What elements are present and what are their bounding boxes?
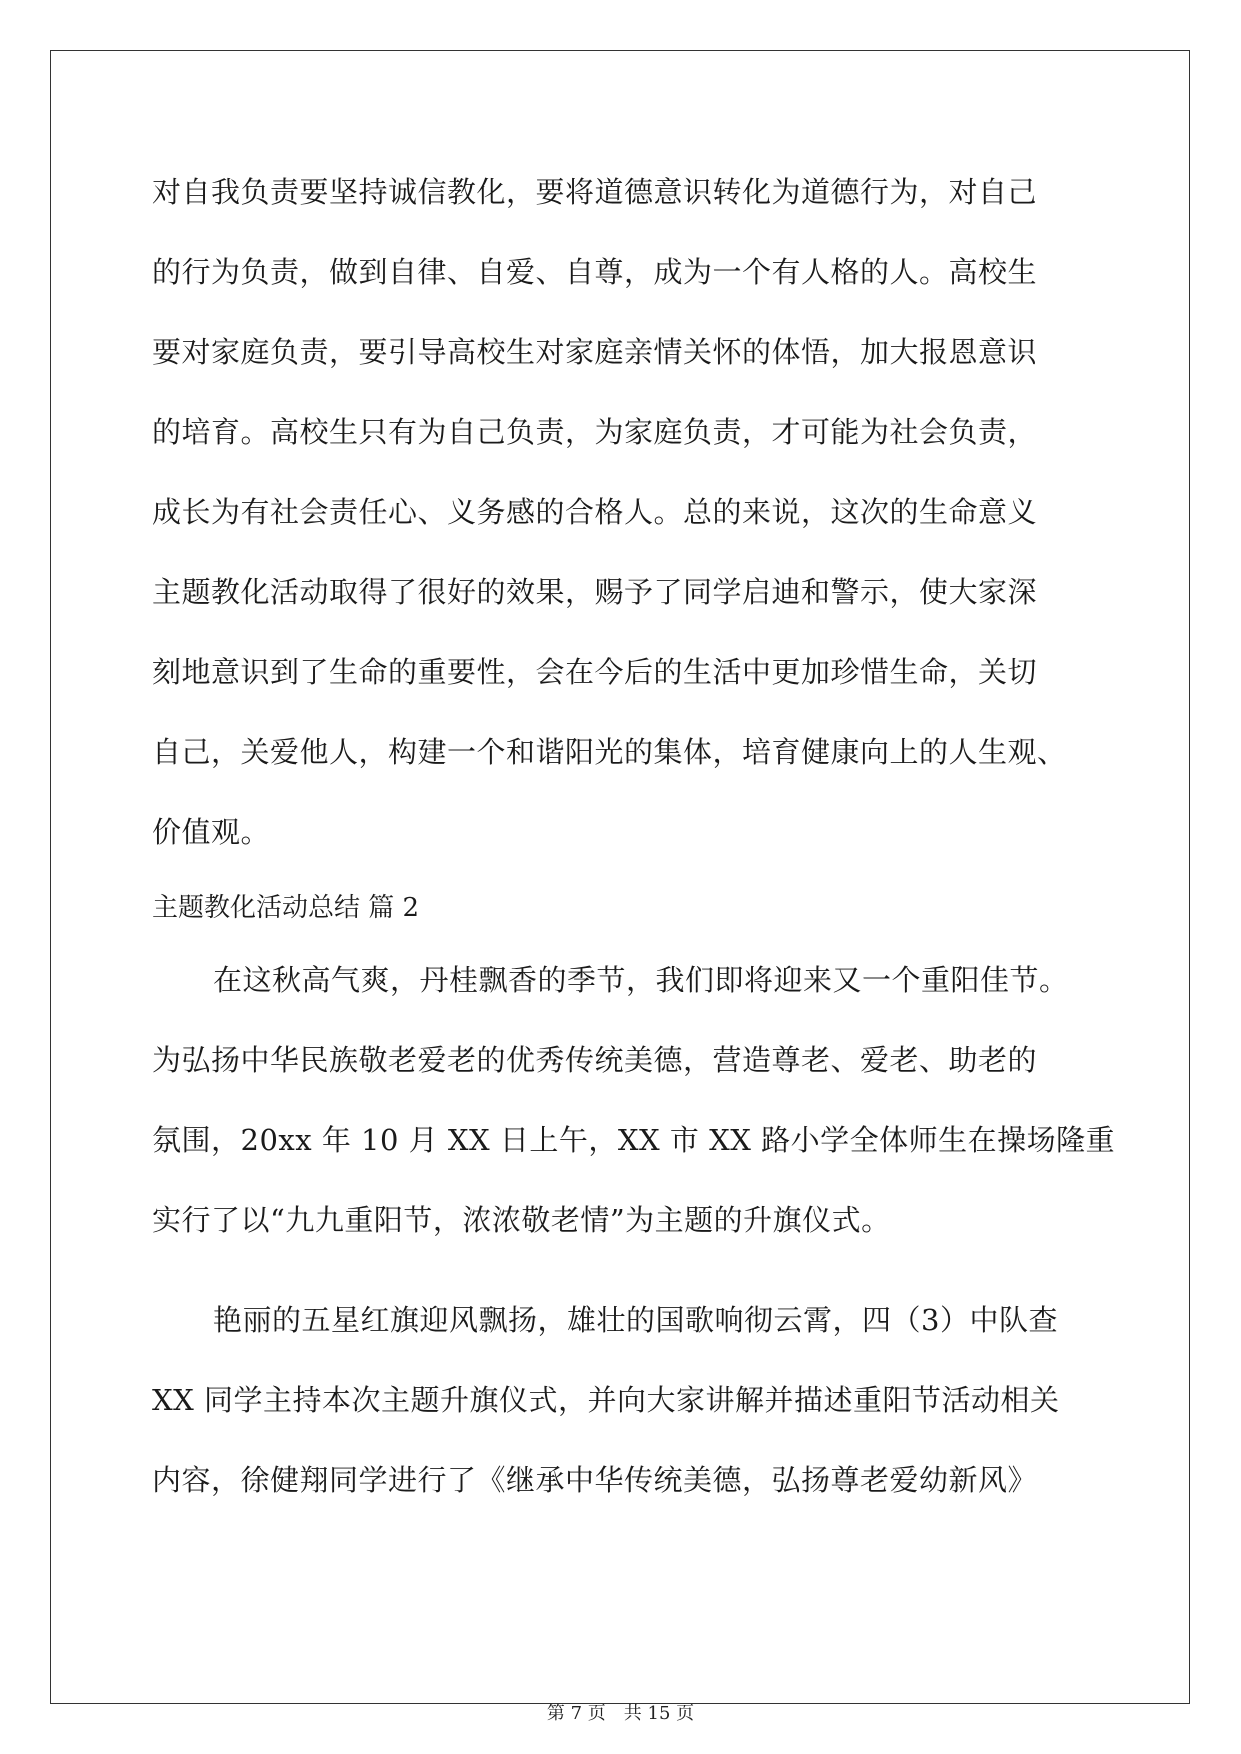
- body-line-14: 实行了以“九九重阳节，浓浓敬老情”为主题的升旗仪式。: [152, 1203, 891, 1237]
- body-line-1: 对自我负责要坚持诚信教化，要将道德意识转化为道德行为，对自己: [152, 175, 1038, 209]
- body-line-8: 自己，关爱他人，构建一个和谐阳光的集体，培育健康向上的人生观、: [152, 735, 1067, 769]
- page-footer: [0, 1702, 1241, 1726]
- page-border: [50, 50, 1190, 1704]
- body-line-9: 价值观。: [152, 815, 271, 849]
- current-page-number: 第 7 页: [546, 1703, 606, 1724]
- body-line-3: 要对家庭负责，要引导高校生对家庭亲情关怀的体悟，加大报恩意识: [152, 335, 1038, 369]
- body-line-4: 的培育。高校生只有为自己负责，为家庭负责，才可能为社会负责，: [152, 415, 1038, 449]
- body-line-13: 氛围，20xx 年 10 月 XX 日上午，XX 市 XX 路小学全体师生在操场隆重: [152, 1123, 1116, 1157]
- body-line-17: 内容，徐健翔同学进行了《继承中华传统美德，弘扬尊老爱幼新风》: [152, 1463, 1038, 1497]
- body-line-6: 主题教化活动取得了很好的效果，赐予了同学启迪和警示，使大家深: [152, 575, 1038, 609]
- body-line-7: 刻地意识到了生命的重要性，会在今后的生活中更加珍惜生命，关切: [152, 655, 1038, 689]
- body-line-16: XX 同学主持本次主题升旗仪式，并向大家讲解并描述重阳节活动相关: [152, 1383, 1060, 1417]
- body-line-11: 在这秋高气爽，丹桂飘香的季节，我们即将迎来又一个重阳佳节。: [213, 963, 1069, 997]
- body-line-2: 的行为负责，做到自律、自爱、自尊，成为一个有人格的人。高校生: [152, 255, 1038, 289]
- section-heading: 主题教化活动总结 篇 2: [152, 893, 420, 923]
- total-pages: 共 15 页: [623, 1703, 695, 1724]
- body-line-15: 艳丽的五星红旗迎风飘扬，雄壮的国歌响彻云霄，四（3）中队查: [213, 1303, 1058, 1337]
- body-line-5: 成长为有社会责任心、义务感的合格人。总的来说，这次的生命意义: [152, 495, 1038, 529]
- body-line-12: 为弘扬中华民族敬老爱老的优秀传统美德，营造尊老、爱老、助老的: [152, 1043, 1038, 1077]
